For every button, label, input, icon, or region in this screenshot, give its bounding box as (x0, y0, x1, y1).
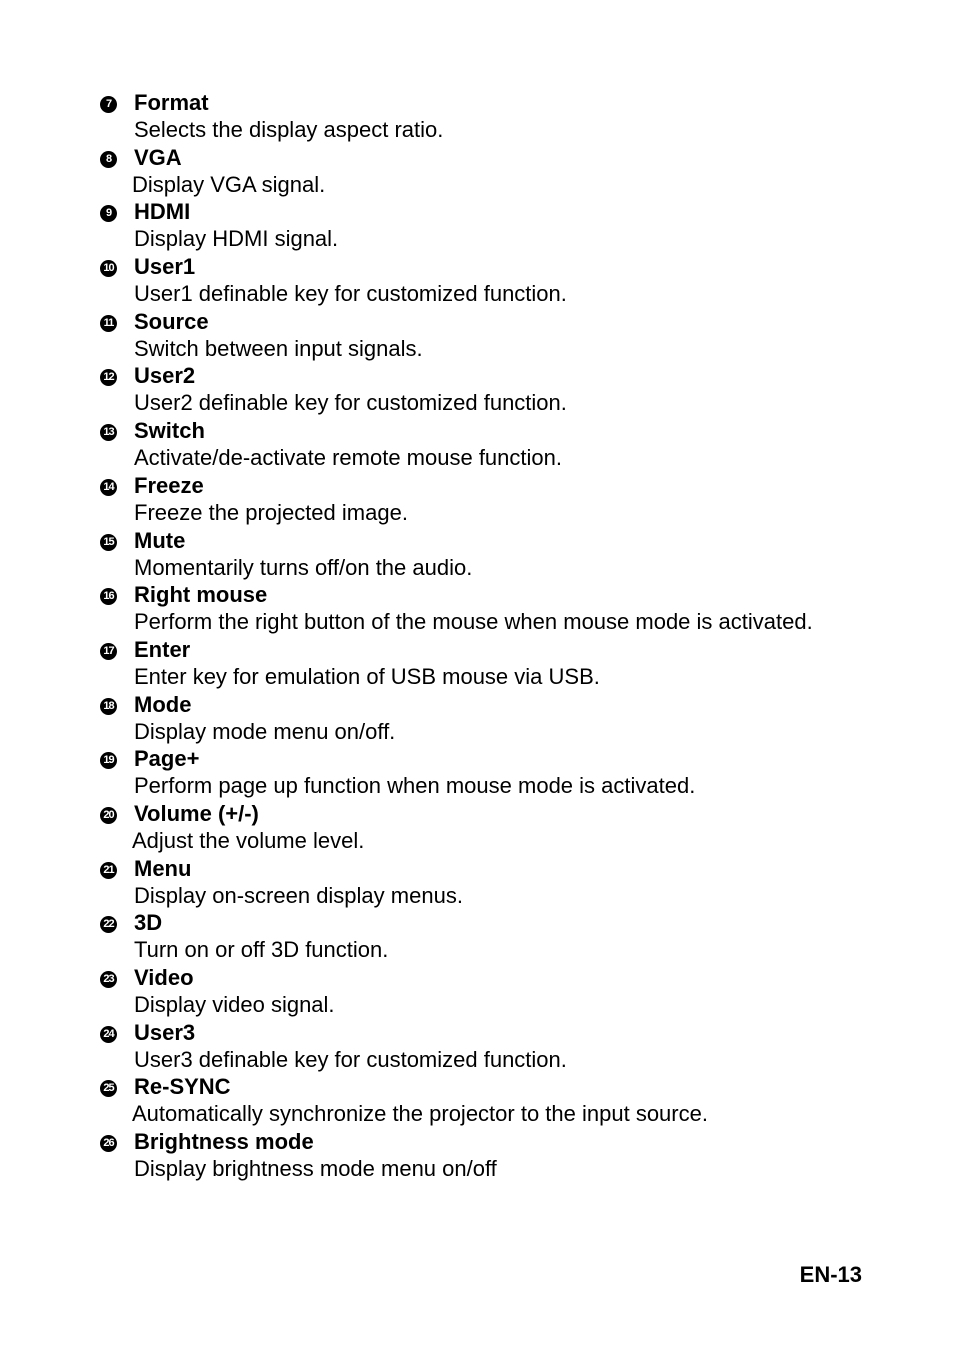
term-label: User3 (134, 1019, 196, 1045)
page-number: EN-13 (799, 1262, 862, 1287)
number-badge-icon: 20 (100, 807, 117, 824)
number-badge-icon: 9 (100, 205, 117, 222)
number-badge-icon: 15 (100, 534, 117, 551)
list-item (0, 745, 954, 800)
term-description: Selects the display aspect ratio. (134, 117, 444, 142)
number-badge-icon: 21 (100, 862, 117, 879)
term-description: Display video signal. (134, 992, 335, 1017)
term-label: Volume (+/-) (134, 800, 259, 826)
term-description: Turn on or off 3D function. (134, 937, 389, 963)
number-badge-icon: 8 (100, 151, 117, 168)
list-item (0, 417, 954, 472)
term-label: Menu (134, 855, 192, 881)
term-label: User1 (134, 254, 196, 280)
list-item (0, 89, 954, 144)
list-item (0, 636, 954, 691)
list-item (0, 691, 954, 746)
term-label: Brightness mode (134, 1129, 314, 1155)
term-description: Display VGA signal. (132, 171, 326, 197)
term-description: Display mode menu on/off. (134, 718, 396, 744)
list-item (0, 144, 954, 199)
list-item (0, 964, 954, 1019)
term-label: Video (134, 965, 194, 990)
term-label: Page+ (134, 746, 200, 772)
term-description: Momentarily turns off/on the audio. (134, 554, 473, 580)
term-label: Freeze (134, 472, 204, 498)
term-label: Switch (134, 418, 205, 444)
list-item (0, 1073, 954, 1128)
term-description: User3 definable key for customized function. (134, 1046, 567, 1072)
list-item (0, 1128, 954, 1183)
term-label: 3D (134, 910, 163, 936)
list-item (0, 362, 954, 417)
list-item (0, 198, 954, 253)
list-item (0, 581, 954, 636)
list-item (0, 909, 954, 964)
term-description: Enter key for emulation of USB mouse via USB. (134, 663, 600, 689)
term-label: Source (134, 308, 209, 334)
term-label: Re-SYNC (134, 1074, 231, 1100)
number-badge-icon: 11 (100, 315, 117, 332)
term-label: Enter (134, 636, 191, 662)
list-item (0, 855, 954, 910)
number-badge-icon: 18 (100, 698, 117, 715)
list-item (0, 472, 954, 527)
number-badge-icon: 24 (100, 1026, 117, 1043)
term-description: Display on-screen display menus. (134, 882, 463, 908)
list-item (0, 253, 954, 308)
number-badge-icon: 25 (100, 1080, 117, 1097)
term-label: Mute (134, 527, 186, 553)
number-badge-icon: 16 (100, 588, 117, 605)
list-item (0, 527, 954, 582)
term-description: Display brightness mode menu on/off (134, 1156, 497, 1182)
term-description: Automatically synchronize the projector to the input source. (132, 1101, 708, 1127)
term-label: HDMI (134, 199, 191, 225)
term-description: Display HDMI signal. (134, 226, 339, 252)
list-item (0, 800, 954, 855)
term-label: Mode (134, 691, 192, 717)
number-badge-icon: 12 (100, 369, 117, 386)
number-badge-icon: 14 (100, 479, 117, 496)
number-badge-icon: 23 (100, 971, 117, 988)
term-description: User1 definable key for customized function. (134, 281, 567, 307)
term-description: Perform the right button of the mouse when mouse mode is activated. (134, 609, 813, 635)
term-description: Freeze the projected image. (134, 499, 408, 525)
term-description: User2 definable key for customized function. (134, 390, 567, 416)
number-badge-icon: 26 (100, 1135, 117, 1152)
number-badge-icon: 17 (100, 643, 117, 660)
number-badge-icon: 19 (100, 752, 117, 769)
function-list (0, 89, 954, 1183)
term-description: Activate/de-activate remote mouse function. (134, 445, 562, 471)
term-description: Adjust the volume level. (132, 827, 365, 853)
number-badge-icon: 10 (100, 260, 117, 277)
term-label: Right mouse (134, 582, 268, 608)
term-description: Switch between input signals. (134, 335, 423, 361)
term-label: VGA (134, 144, 182, 170)
number-badge-icon: 7 (100, 96, 117, 113)
term-label: Format (134, 90, 209, 115)
list-item (0, 1019, 954, 1074)
number-badge-icon: 22 (100, 916, 117, 933)
term-label: User2 (134, 363, 196, 389)
term-description: Perform page up function when mouse mode is activated. (134, 773, 696, 799)
number-badge-icon: 13 (100, 424, 117, 441)
list-item (0, 308, 954, 363)
